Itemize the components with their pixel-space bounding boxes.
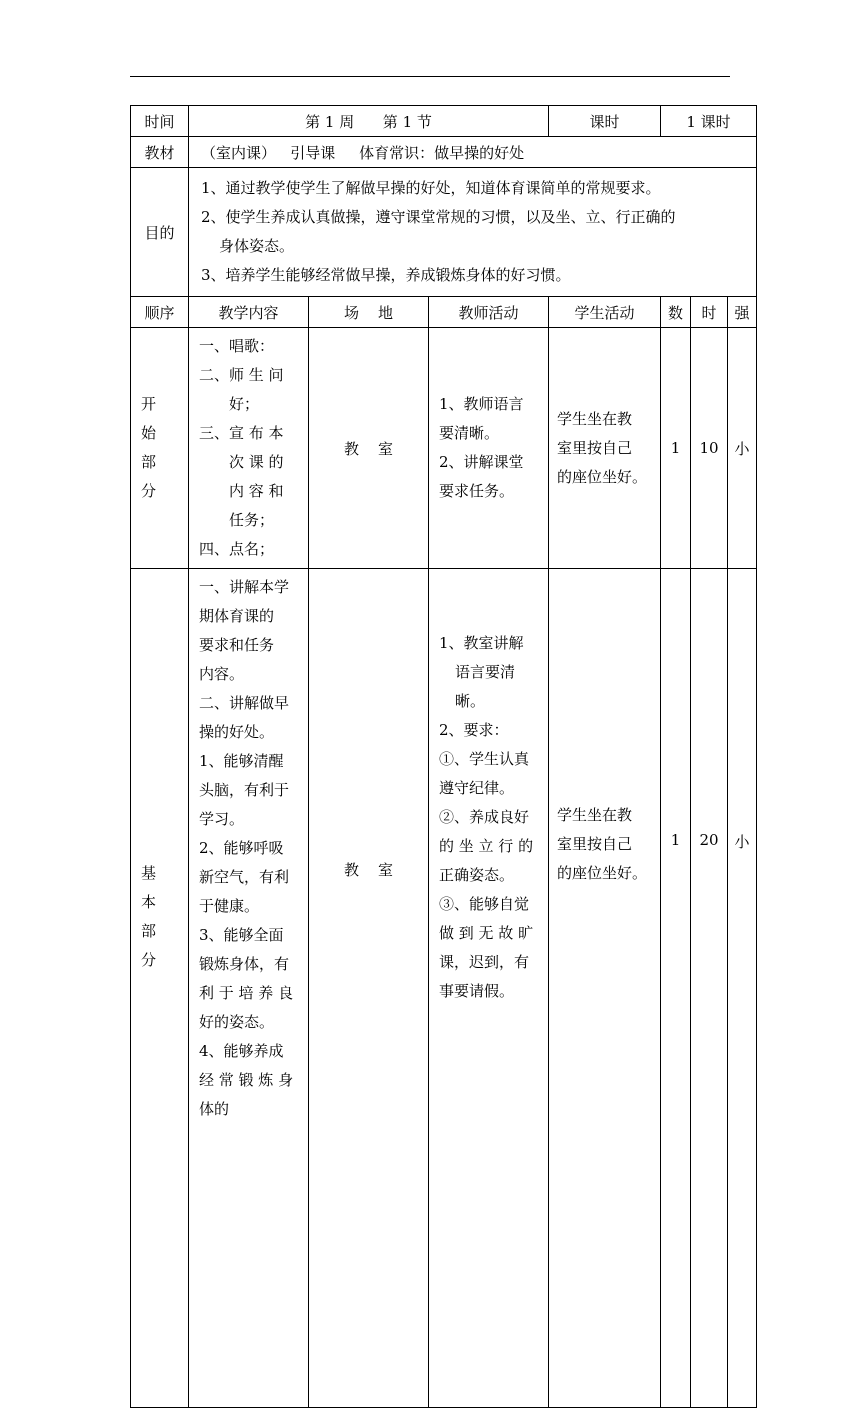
lesson-plan-table [130, 105, 757, 1408]
teacher-cell [429, 328, 549, 569]
content-line: 操的好处。 [199, 723, 275, 741]
content-line: 要求和任务 [199, 636, 275, 654]
material-label: 教材 [131, 137, 189, 168]
content-cell [189, 328, 309, 569]
teacher-line: 2、讲解课堂 [439, 453, 524, 471]
order-char: 部 [141, 922, 157, 940]
section-start-row [131, 328, 757, 569]
time-cell: 20 [691, 569, 728, 1408]
time-label: 时间 [131, 106, 189, 137]
content-line: 一、讲解本学 [199, 578, 290, 596]
content-cell [189, 569, 309, 1408]
col-teacher: 教师活动 [429, 297, 549, 328]
teacher-line: 的 坐 立 行 的 [439, 837, 534, 855]
goal-item: 3、培养学生能够经常做早操，养成锻炼身体的好习惯。 [201, 266, 571, 284]
col-time: 时 [691, 297, 728, 328]
content-line: 3、能够全面 [199, 926, 284, 944]
content-line: 次 课 的 [229, 453, 284, 471]
goal-row [131, 168, 757, 297]
content-line: 期体育课的 [199, 607, 275, 625]
week-session: 第 1 周 第 1 节 [189, 106, 549, 137]
teacher-line: 事要请假。 [439, 982, 515, 1000]
content-line: 学习。 [199, 810, 245, 828]
teacher-line: 正确姿态。 [439, 866, 515, 884]
teacher-line: ③、能够自觉 [439, 895, 530, 913]
venue-cell: 教 室 [309, 328, 429, 569]
content-line: 经 常 锻 炼 身 [199, 1071, 294, 1089]
intensity-cell: 小 [728, 569, 757, 1408]
student-line: 学生坐在教 [557, 806, 633, 824]
student-cell [549, 569, 661, 1408]
content-line: 于健康。 [199, 897, 260, 915]
goal-item: 1、通过教学使学生了解做早操的好处，知道体育课简单的常规要求。 [201, 179, 661, 197]
order-char: 本 [141, 893, 157, 911]
count-cell: 1 [661, 569, 691, 1408]
col-count: 数 [661, 297, 691, 328]
student-cell [549, 328, 661, 569]
col-order: 顺序 [131, 297, 189, 328]
content-line: 内 容 和 [229, 482, 284, 500]
lesson-value: 1 课时 [661, 106, 757, 137]
content-line: 1、能够清醒 [199, 752, 284, 770]
teacher-line: 要清晰。 [439, 424, 500, 442]
material-value: （室内课） 引导课 体育常识：做早操的好处 [189, 137, 757, 168]
order-char: 分 [141, 482, 157, 500]
content-line: 内容。 [199, 665, 245, 683]
header-rule [130, 76, 730, 77]
student-line: 的座位坐好。 [557, 864, 648, 882]
content-line: 4、能够养成 [199, 1042, 284, 1060]
content-line: 二、讲解做早 [199, 694, 290, 712]
teacher-line: 做 到 无 故 旷 [439, 924, 534, 942]
content-line: 新空气，有利 [199, 868, 290, 886]
order-char: 部 [141, 453, 157, 471]
student-line: 室里按自己 [557, 438, 633, 457]
goal-item: 2、使学生养成认真做操，遵守课堂常规的习惯，以及坐、立、行正确的 [201, 208, 676, 226]
student-line: 学生坐在教 [557, 409, 633, 428]
order-char: 分 [141, 951, 157, 969]
goal-item: 身体姿态。 [219, 237, 295, 255]
teacher-line: 晰。 [455, 692, 486, 710]
teacher-line: 语言要清 [455, 663, 516, 681]
content-line: 2、能够呼吸 [199, 839, 284, 857]
venue-cell: 教 室 [309, 569, 429, 1408]
teacher-line: 2、要求： [439, 721, 509, 739]
content-line: 头脑，有利于 [199, 781, 290, 799]
col-intensity: 强 [728, 297, 757, 328]
col-student: 学生活动 [549, 297, 661, 328]
teacher-line: 遵守纪律。 [439, 779, 515, 797]
content-line: 一、唱歌： [199, 337, 275, 355]
content-line: 好； [229, 395, 260, 413]
order-cell [131, 328, 189, 569]
teacher-line: ①、学生认真 [439, 750, 530, 768]
column-header-row [131, 297, 757, 328]
teacher-line: ②、养成良好 [439, 808, 530, 826]
section-basic-row [131, 569, 757, 1408]
teacher-line: 1、教师语言 [439, 395, 524, 413]
col-venue: 场 地 [309, 297, 429, 328]
student-line: 的座位坐好。 [557, 467, 648, 486]
count-cell: 1 [661, 328, 691, 569]
content-line: 体的 [199, 1100, 230, 1118]
teacher-line: 1、教室讲解 [439, 634, 524, 652]
content-line: 三、宣 布 本 [199, 424, 284, 442]
teacher-cell [429, 569, 549, 1408]
content-line: 二、师 生 问 [199, 366, 284, 384]
header-row-material [131, 137, 757, 168]
order-char: 始 [141, 424, 157, 442]
student-line: 室里按自己 [557, 835, 633, 853]
teacher-line: 课，迟到，有 [439, 953, 530, 971]
time-cell: 10 [691, 328, 728, 569]
goal-list [189, 168, 757, 297]
col-content: 教学内容 [189, 297, 309, 328]
content-line: 锻炼身体，有 [199, 955, 290, 973]
lesson-label: 课时 [549, 106, 661, 137]
order-cell [131, 569, 189, 1408]
intensity-cell: 小 [728, 328, 757, 569]
content-line: 利 于 培 养 良 [199, 984, 294, 1002]
header-row-time [131, 106, 757, 137]
order-char: 基 [141, 864, 157, 882]
goal-label: 目的 [131, 168, 189, 297]
teacher-line: 要求任务。 [439, 482, 515, 500]
content-line: 任务； [229, 511, 275, 529]
order-char: 开 [141, 395, 157, 413]
content-line: 好的姿态。 [199, 1013, 275, 1031]
content-line: 四、点名； [199, 540, 275, 558]
